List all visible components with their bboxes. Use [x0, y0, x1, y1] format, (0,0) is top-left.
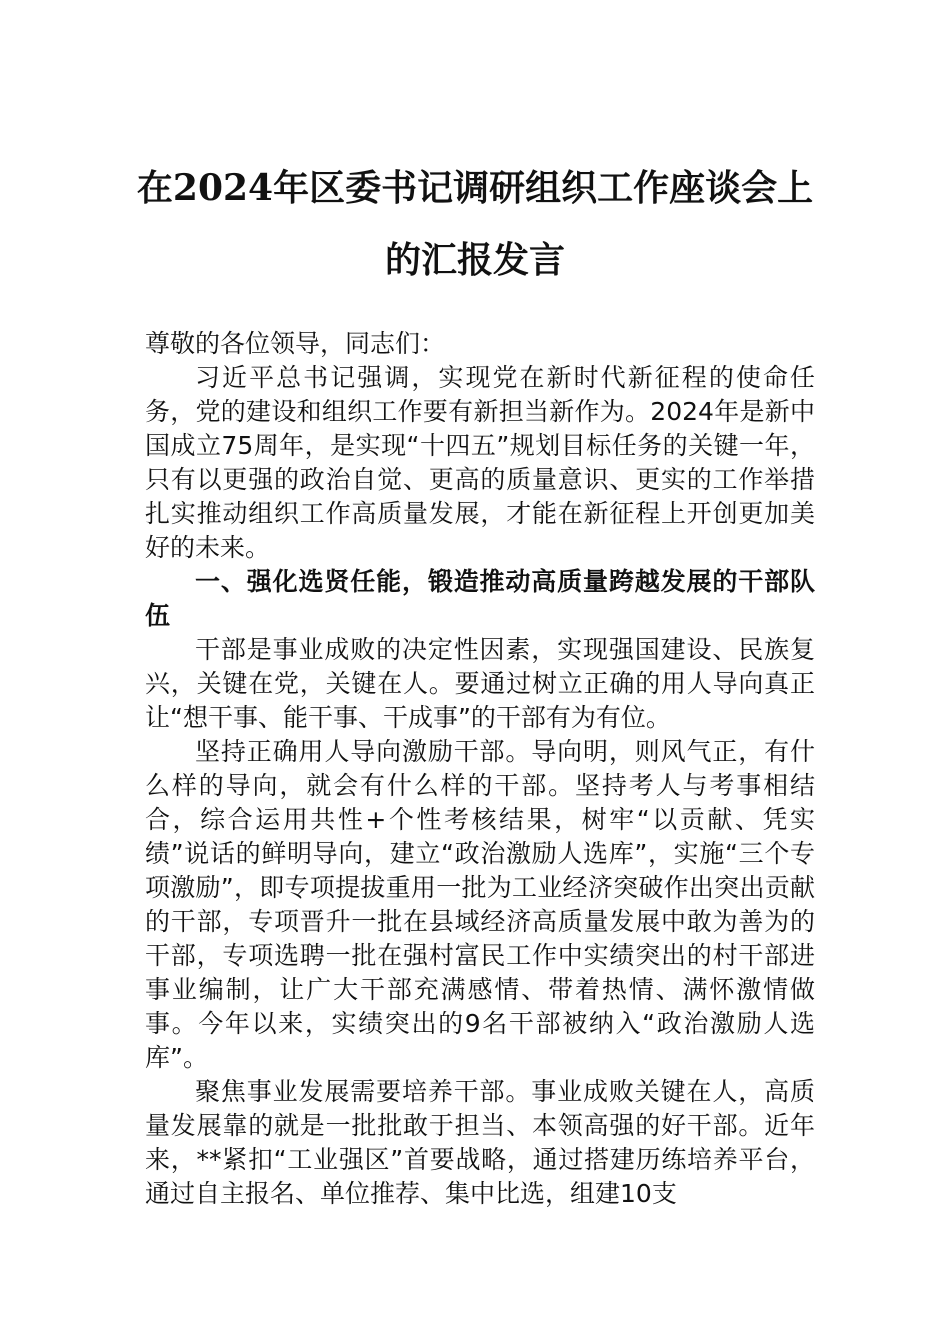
document-title-line-2: 的汇报发言 — [384, 239, 565, 281]
paragraph-training: 聚焦事业发展需要培养干部。事业成败关键在人，高质量发展靠的就是一批批敢于担当、本领高强的好干部。近年来，**紧扣“工业强区”首要战略，通过搭建历练培养平台，通过自主报名、单位推荐、集中比选，组建10支 — [145, 1077, 815, 1208]
document-title-line-1: 在2024年区委书记调研组织工作座谈会上 — [136, 167, 814, 209]
section-heading-1: 一、强化选贤任能，锻造推动高质量跨越发展的干部队伍 — [145, 567, 815, 630]
paragraph-incentive: 坚持正确用人导向激励干部。导向明，则风气正，有什么样的导向，就会有什么样的干部。坚持考人与考事相结合，综合运用共性+个性考核结果，树牢“以贡献、凭实绩”说话的鲜明导向，建立“政治激励人选库”，实施“三个专项激励”，即专项提拔重用一批为工业经济突破作出突出贡献的干部，专项晋升一批在县域经济高质量发展中敢为善为的干部，专项选聘一批在强村富民工作中实绩突出的村干部进事业编制，让广大干部充满感情、带着热情、满怀激情做事。今年以来，实绩突出的9名干部被纳入“政治激励人选库”。 — [145, 737, 815, 1072]
document-body — [145, 327, 815, 1211]
paragraph-cadres: 干部是事业成败的决定性因素，实现强国建设、民族复兴，关键在党，关键在人。要通过树立正确的用人导向真正让“想干事、能干事、干成事”的干部有为有位。 — [145, 635, 815, 732]
paragraph-intro: 习近平总书记强调，实现党在新时代新征程的使命任务，党的建设和组织工作要有新担当新作为。2024年是新中国成立75周年，是实现“十四五”规划目标任务的关键一年，只有以更强的政治自觉、更高的质量意识、更实的工作举措扎实推动组织工作高质量发展，才能在新征程上开创更加美好的未来。 — [145, 363, 815, 562]
salutation: 尊敬的各位领导，同志们： — [145, 329, 446, 358]
